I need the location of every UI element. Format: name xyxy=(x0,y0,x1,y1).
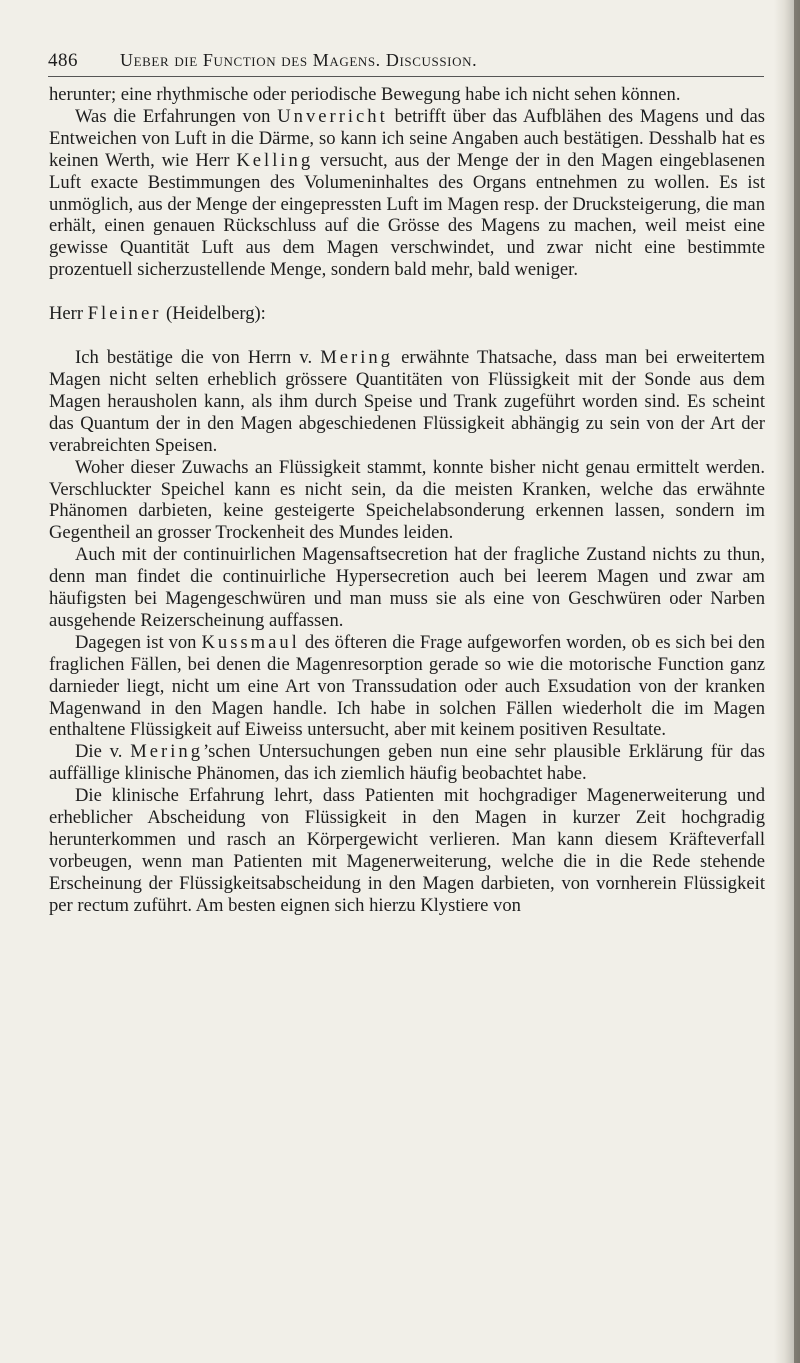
author-name-unverricht: Unverricht xyxy=(277,105,388,127)
running-title: Ueber die Function des Magens. Discussion. xyxy=(120,50,478,70)
body-text xyxy=(49,84,765,917)
paragraph-kussmaul xyxy=(49,632,765,742)
paragraph-text: Ich bestätige die von Herrn v. xyxy=(75,347,321,369)
speaker-heading xyxy=(49,303,765,325)
paragraph-text: herunter; eine rhythmische oder periodische Bewegung habe ich nicht sehen können. xyxy=(49,84,681,105)
paragraph-continuation xyxy=(49,84,765,106)
paragraph-text: erwähnte Thatsache, dass man bei erweitertem Magen nicht selten erheblich grössere Quantitäten von Flüssigkeit mit der Sonde aus dem Magen herausholen kann, als ihm durch Speise und Trank zugeführt worden sind. Es scheint das Quantum der in den Magen abgeschiedenen Flüssigkeit abhängig zu sein von der Art der verabreichten Speisen. xyxy=(49,347,765,456)
paragraph-text: Die klinische Erfahrung lehrt, dass Patienten mit hochgradiger Magenerweiterung und erheblicher Abscheidung von Flüssigkeit in den Magen in kurzer Zeit hochgradig herunterkommen und rasch an Körpergewicht verlieren. Man kann diesem Kräfteverfall vorbeugen, wenn man Patienten mit Magenerweiterung, welche die in die Rede stehende Erscheinung der Flüssigkeitsabscheidung in den Magen darbieten, von vornherein Flüssigkeit per rectum zuführt. Am besten eignen sich hierzu Klystiere von xyxy=(49,785,765,916)
author-name-kussmaul: Kussmaul xyxy=(201,631,300,653)
author-name-mering: Mering xyxy=(320,347,393,369)
paragraph-text: Dagegen ist von xyxy=(75,631,202,653)
speaker-affiliation: (Heidelberg): xyxy=(161,303,266,325)
paragraph-text: Woher dieser Zuwachs an Flüssigkeit stammt, konnte bisher nicht genau ermittelt werden. Verschluckter Speichel kann es nicht sein, da die meisten Kranken, welche das erwähnte Phänomen darbieten, keine gesteigerte Speichelabsonderung erkennen lassen, sondern im Gegentheil an grosser Trockenheit des Mundes leiden. xyxy=(49,456,765,544)
speaker-prefix: Herr xyxy=(49,303,88,325)
running-head xyxy=(48,50,778,76)
paragraph-text: Auch mit der continuirlichen Magensaftsecretion hat der fragliche Zustand nichts zu thun, denn man findet die continuirliche Hypersecretion auch bei leerem Magen und zwar am häufigsten bei Magengeschwüren und man muss sie als eine von Geschwüren oder Narben ausgehende Reizerscheinung auffassen. xyxy=(49,544,765,631)
paragraph-text: betrifft über das Aufblähen des Magens und das Entweichen von Luft in die Därme, so kann ich seine Angaben auch bestätigen. Desshalb hat es keinen Werth, wie Herr xyxy=(49,105,765,171)
header-rule xyxy=(48,76,764,77)
speaker-name: Fleiner xyxy=(87,303,162,325)
paragraph-clinical xyxy=(49,785,765,916)
paragraph-text: Die v. xyxy=(75,741,131,763)
page-binding-edge xyxy=(794,0,800,1363)
paragraph-text: ’schen Untersuchungen geben nun eine sehr plausible Erklärung für das auffällige klinische Phänomen, das ich ziemlich häufig beobachtet habe. xyxy=(49,741,765,785)
paragraph-text: des öfteren die Frage aufgeworfen worden, ob es sich bei den fraglichen Fällen, bei denen die Magenresorption gerade so wie die motorische Function ganz darnieder liegt, nicht um eine Art von Transsudation oder auch Exsudation von der kranken Magenwand in den Magen handle. Ich habe in solchen Fällen wiederholt die im Magen enthaltene Flüssigkeit auf Eiweiss untersucht, aber mit keinem positiven Resultate. xyxy=(49,631,766,741)
paragraph-secretion xyxy=(49,544,765,632)
author-name-kelling: Kelling xyxy=(236,149,314,171)
author-name-mering: Mering xyxy=(130,741,203,763)
paragraph-text: versucht, aus der Menge der in den Magen eingeblasenen Luft exacte Bestimmungen des Volumeninhaltes des Organs entnehmen zu wollen. Es ist unmöglich, aus der Menge der eingepressten Luft im Magen resp. der Drucksteigerung, die man erhält, einen genauen Rückschluss auf die Grösse des Magens zu machen, weil meist eine gewisse Quantität Luft aus dem Magen verschwindet, und zwar nicht eine bestimmte prozentuell sicherzustellende Menge, sondern bald mehr, bald weniger. xyxy=(49,149,765,281)
paragraph-text: Was die Erfahrungen von xyxy=(75,105,278,127)
paragraph-confirmation xyxy=(49,347,765,457)
paragraph-unverricht xyxy=(49,106,765,281)
paragraph-origin xyxy=(49,457,765,545)
page-number: 486 xyxy=(48,50,78,71)
paragraph-mering-studies xyxy=(49,741,765,785)
